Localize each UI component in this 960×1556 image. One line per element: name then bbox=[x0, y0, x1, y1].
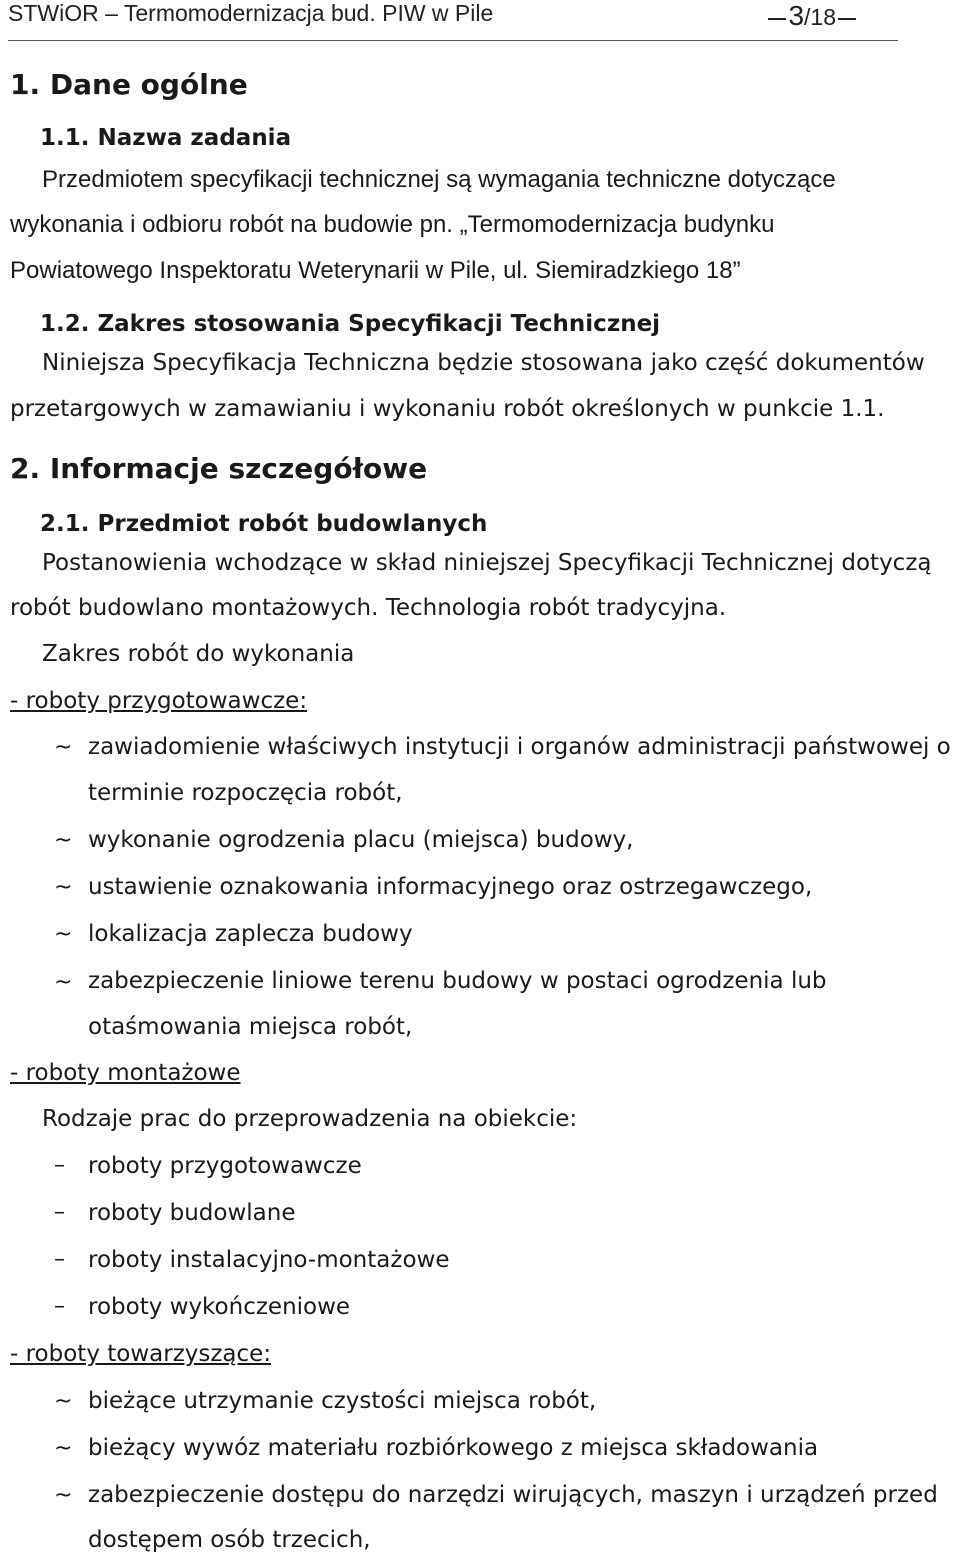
section-1-1-text-line3: Powiatowego Inspektoratu Weterynarii w Pile, ul. Siemiradzkiego 18” bbox=[10, 257, 741, 284]
prep-item: zawiadomienie właściwych instytucji i organów administracji państwowej o bbox=[88, 734, 951, 760]
section-2-title: 2. Informacje szczegółowe bbox=[10, 452, 428, 485]
assembly-item: roboty przygotowawcze bbox=[88, 1153, 362, 1179]
assembly-item: roboty instalacyjno-montażowe bbox=[88, 1247, 450, 1273]
section-1-1-title: 1.1. Nazwa zadania bbox=[40, 125, 292, 151]
bullet-tilde: ~ bbox=[54, 970, 73, 995]
assembly-item: roboty budowlane bbox=[88, 1200, 296, 1226]
section-1-2-title: 1.2. Zakres stosowania Specyfikacji Technicznej bbox=[40, 311, 661, 337]
prep-item: terminie rozpoczęcia robót, bbox=[88, 780, 403, 806]
assembly-item: roboty wykończeniowe bbox=[88, 1294, 351, 1320]
section-1-1-text-line1: Przedmiotem specyfikacji technicznej są wymagania techniczne dotyczące bbox=[42, 166, 836, 193]
accompanying-item: bieżące utrzymanie czystości miejsca robót, bbox=[88, 1388, 597, 1414]
prep-item: zabezpieczenie liniowe terenu budowy w postaci ogrodzenia lub bbox=[88, 968, 827, 994]
page-separator: / bbox=[804, 4, 811, 30]
document-title: STWiOR – Termomodernizacja bud. PIW w Pile bbox=[8, 0, 494, 26]
bullet-tilde: ~ bbox=[54, 875, 73, 900]
bullet-tilde: ~ bbox=[54, 1436, 73, 1461]
scope-title: Zakres robót do wykonania bbox=[42, 641, 355, 667]
accompanying-heading: - roboty towarzyszące: bbox=[10, 1341, 272, 1367]
section-2-1-text-line1: Postanowienia wchodzące w skład niniejszej Specyfikacji Technicznej dotyczą bbox=[42, 550, 932, 576]
assembly-heading: - roboty montażowe bbox=[10, 1060, 241, 1086]
bullet-tilde: ~ bbox=[54, 735, 73, 760]
page-dash-right bbox=[838, 18, 856, 20]
bullet-dash: – bbox=[54, 1153, 65, 1178]
page-header bbox=[8, 0, 898, 44]
page-number bbox=[766, 0, 858, 32]
page-current: 3 bbox=[788, 0, 805, 31]
header-rule bbox=[8, 40, 898, 41]
accompanying-item: zabezpieczenie dostępu do narzędzi wirujących, maszyn i urządzeń przed bbox=[88, 1482, 938, 1508]
section-1-title: 1. Dane ogólne bbox=[10, 68, 248, 101]
page-total: 18 bbox=[810, 4, 836, 30]
prep-item: otaśmowania miejsca robót, bbox=[88, 1014, 413, 1040]
prep-item: wykonanie ogrodzenia placu (miejsca) budowy, bbox=[88, 827, 634, 853]
assembly-intro: Rodzaje prac do przeprowadzenia na obiekcie: bbox=[42, 1106, 578, 1132]
bullet-tilde: ~ bbox=[54, 922, 73, 947]
bullet-tilde: ~ bbox=[54, 1389, 73, 1414]
prep-item: ustawienie oznakowania informacyjnego oraz ostrzegawczego, bbox=[88, 874, 813, 900]
section-1-2-text-line1: Niniejsza Specyfikacja Techniczna będzie stosowana jako część dokumentów bbox=[42, 350, 925, 376]
accompanying-item: bieżący wywóz materiału rozbiórkowego z miejsca składowania bbox=[88, 1435, 819, 1461]
bullet-dash: – bbox=[54, 1247, 65, 1272]
prep-item: lokalizacja zaplecza budowy bbox=[88, 921, 413, 947]
bullet-dash: – bbox=[54, 1200, 65, 1225]
section-1-1-text-line2: wykonania i odbioru robót na budowie pn. „Termomodernizacja budynku bbox=[10, 211, 775, 238]
section-2-1-text-line2: robót budowlano montażowych. Technologia robót tradycyjna. bbox=[10, 595, 727, 621]
section-2-1-title: 2.1. Przedmiot robót budowlanych bbox=[40, 511, 488, 537]
section-1-2-text-line2: przetargowych w zamawianiu i wykonaniu robót określonych w punkcie 1.1. bbox=[10, 396, 885, 422]
bullet-tilde: ~ bbox=[54, 1483, 73, 1508]
prep-heading: - roboty przygotowawcze: bbox=[10, 688, 308, 714]
accompanying-item: dostępem osób trzecich, bbox=[88, 1527, 371, 1553]
page-dash-left bbox=[768, 18, 786, 20]
bullet-dash: – bbox=[54, 1294, 65, 1319]
bullet-tilde: ~ bbox=[54, 828, 73, 853]
